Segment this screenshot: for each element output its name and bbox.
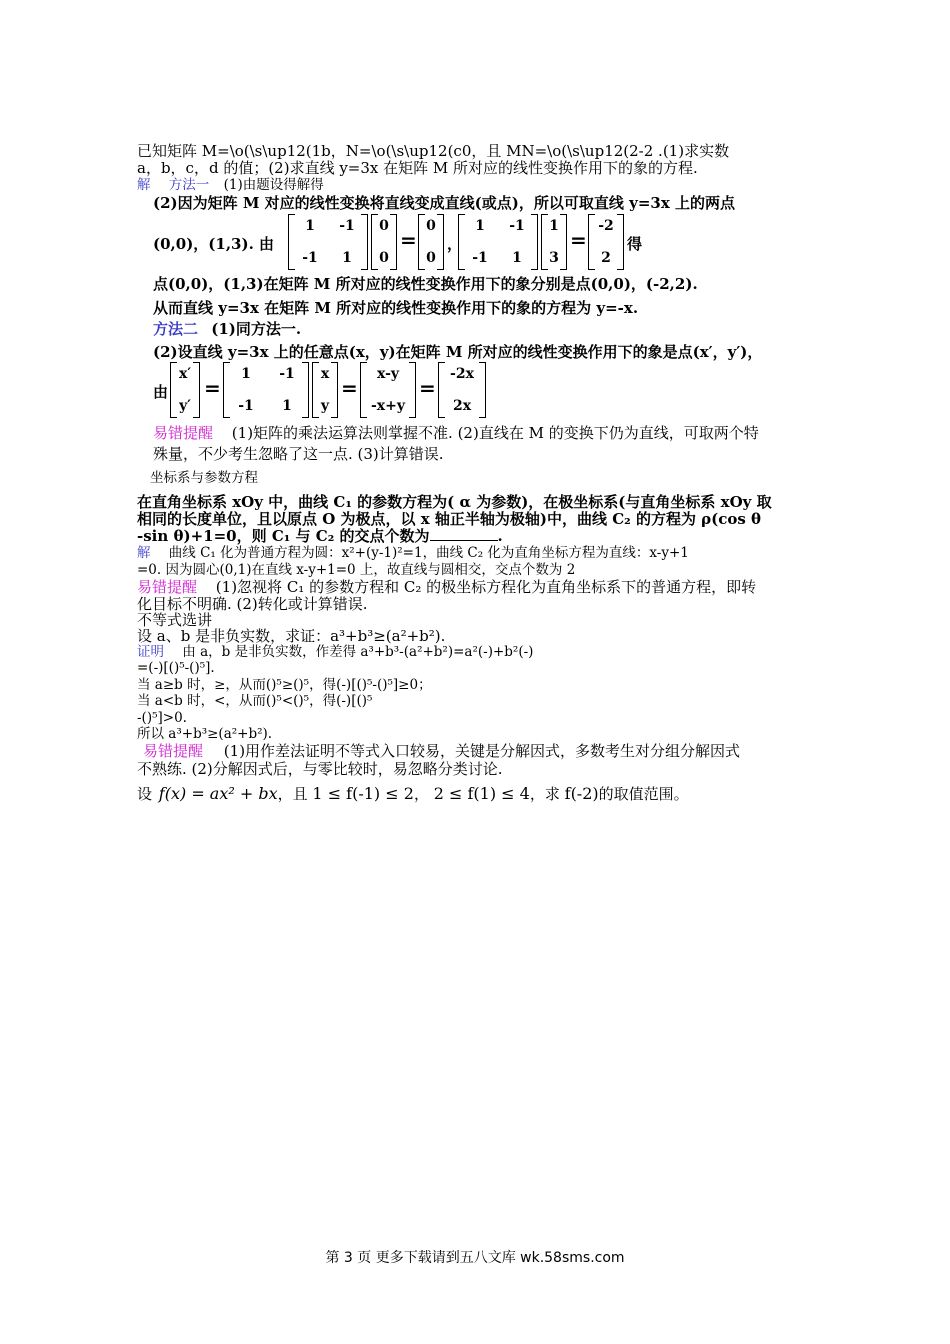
proof-line-1: 证明 由 a，b 是非负实数，作差得 a³+b³-(a²+b²)=a²(-)+b²(-)	[137, 644, 534, 660]
method2-text: (1)同方法一.	[211, 320, 302, 338]
vector-1-3: 1 3	[541, 214, 567, 270]
result-line: 从而直线 y=3x 在矩阵 M 所对应的线性变换作用下的象的方程为 y=-x.	[153, 299, 639, 317]
proof-line-6: 所以 a³+b³≥(a²+b²).	[137, 726, 273, 742]
solution-label: 解	[137, 177, 151, 193]
vector-result-2: -2x 2x	[438, 362, 486, 418]
condition-2: 2 ≤ f(1) ≤ 4	[433, 784, 530, 803]
answer-blank	[430, 528, 498, 541]
method2-line	[153, 321, 301, 338]
page-footer: 第 3 页 更多下载请到五八文库 wk.58sms.com	[325, 1250, 625, 1266]
part2b-line: (2)设直线 y=3x 上的任意点(x，y)在矩阵 M 所对应的线性变换作用下的象是点(x′，y′)，	[153, 343, 763, 361]
coord-sol-line-1: 解 曲线 C₁ 化为普通方程为圆：x²+(y-1)²=1，曲线 C₂ 化为直角坐标方程为直线：x-y+1	[137, 545, 689, 561]
coord-q-line-2: 相同的长度单位，且以原点 O 为极点，以 x 轴正半轴为极轴)中，曲线 C₂ 的方程为 ρ(cos θ	[137, 510, 762, 528]
part2-line: (2)因为矩阵 M 对应的线性变换将直线变成直线(或点)，所以可取直线 y=3x 上的两点	[153, 194, 735, 212]
method1-text: (1)由题设得解得	[223, 177, 324, 193]
you-text: 由	[153, 383, 169, 401]
equals-sign: =	[419, 376, 436, 400]
error-text-2: 殊量，不少考生忽略了这一点. (3)计算错误.	[153, 445, 444, 463]
de-text: 得	[627, 235, 643, 253]
result-0-0: 0 0	[418, 214, 444, 270]
matrix-m-1: 1 -1 -1 1	[288, 214, 368, 270]
error-label: 易错提醒	[137, 578, 198, 596]
proof-line-2: =(-)[()⁵-()⁵].	[137, 660, 215, 676]
method1-label: 方法一	[168, 177, 210, 193]
method2-label: 方法二	[153, 320, 199, 338]
coord-sol-line-2: =0. 因为圆心(0,1)在直线 x-y+1=0 上，故直线与圆相交，交点个数为 2	[137, 562, 576, 578]
ineq-error-line-1: 易错提醒 (1)用作差法证明不等式入口较易，关键是分解因式，多数考生对分组分解因式	[143, 742, 741, 760]
ineq-question: 设 a、b 是非负实数，求证：a³+b³≥(a²+b²).	[137, 627, 446, 645]
section-heading-ineq: 不等式选讲	[137, 611, 213, 629]
coord-q-line-3: -sin θ)+1=0，则 C₁ 与 C₂ 的交点个数为 .	[137, 527, 503, 545]
proof-line-4: 当 a<b 时，<，从而()⁵<()⁵，得(-)[()⁵	[137, 693, 373, 709]
solution-label: 解	[137, 545, 151, 561]
equals-sign: =	[204, 376, 221, 400]
error-text-1: (1)矩阵的乘法运算法则掌握不准. (2)直线在 M 的变换下仍为直线，可取两个特	[231, 424, 759, 442]
proof-line-5: -()⁵]>0.	[137, 710, 187, 726]
points-text: (0,0)，(1,3). 由	[153, 235, 275, 253]
error-note-line-1	[153, 425, 759, 442]
equals-sign: =	[400, 228, 417, 252]
vector-xprime-yprime: x′ y′	[170, 362, 200, 418]
error-label: 易错提醒	[143, 742, 204, 760]
proof-line-3: 当 a≥b 时，≥，从而()⁵≥()⁵，得(-)[()⁵-()⁵]≥0；	[137, 677, 432, 693]
error-label: 易错提醒	[153, 424, 214, 442]
target-expression: f(-2)	[564, 784, 599, 803]
last-question: 设 f(x) = ax² + bx，且 1 ≤ f(-1) ≤ 2， 2 ≤ f(1) ≤ 4，求 f(-2)的取值范围。	[137, 784, 689, 803]
coord-error-line-1: 易错提醒 (1)忽视将 C₁ 的参数方程和 C₂ 的极坐标方程化为直角坐标系下的普通方程，即转	[137, 578, 757, 596]
comma-separator: ，	[447, 235, 463, 253]
matrix-m-2: 1 -1 -1 1	[458, 214, 538, 270]
equals-sign: =	[341, 376, 358, 400]
solution-line	[137, 177, 324, 193]
coord-q-line-1: 在直角坐标系 xOy 中，曲线 C₁ 的参数方程为( α 为参数)，在极坐标系(与直角坐标系 xOy 取	[137, 493, 772, 511]
images-line: 点(0,0)，(1,3)在矩阵 M 所对应的线性变换作用下的象分别是点(0,0)，(-2,2).	[153, 275, 698, 293]
result-neg2-2: -2 2	[588, 214, 624, 270]
condition-1: 1 ≤ f(-1) ≤ 2	[312, 784, 414, 803]
ineq-error-line-2: 不熟练. (2)分解因式后，与零比较时，易忽略分类讨论.	[137, 760, 503, 778]
matrix-m-3: 1 -1 -1 1	[223, 362, 309, 418]
question-line-2: a，b，c，d 的值；(2)求直线 y=3x 在矩阵 M 所对应的线性变换作用下的象的方程.	[137, 159, 698, 177]
section-heading-coord: 坐标系与参数方程	[150, 470, 258, 486]
vector-result: x-y -x+y	[360, 362, 416, 418]
vector-0-0: 0 0	[371, 214, 397, 270]
function-definition: f(x) = ax² + bx	[158, 784, 278, 803]
equals-sign: =	[570, 228, 587, 252]
question-line-1: 已知矩阵 M=\o(\s\up12(1b，N=\o(\s\up12(c0，且 MN=\o(\s\up12(2-2 .(1)求实数	[137, 142, 730, 160]
vector-x-y: x y	[312, 362, 338, 418]
coord-error-line-2: 化目标不明确. (2)转化或计算错误.	[137, 595, 368, 613]
proof-label: 证明	[137, 644, 164, 660]
